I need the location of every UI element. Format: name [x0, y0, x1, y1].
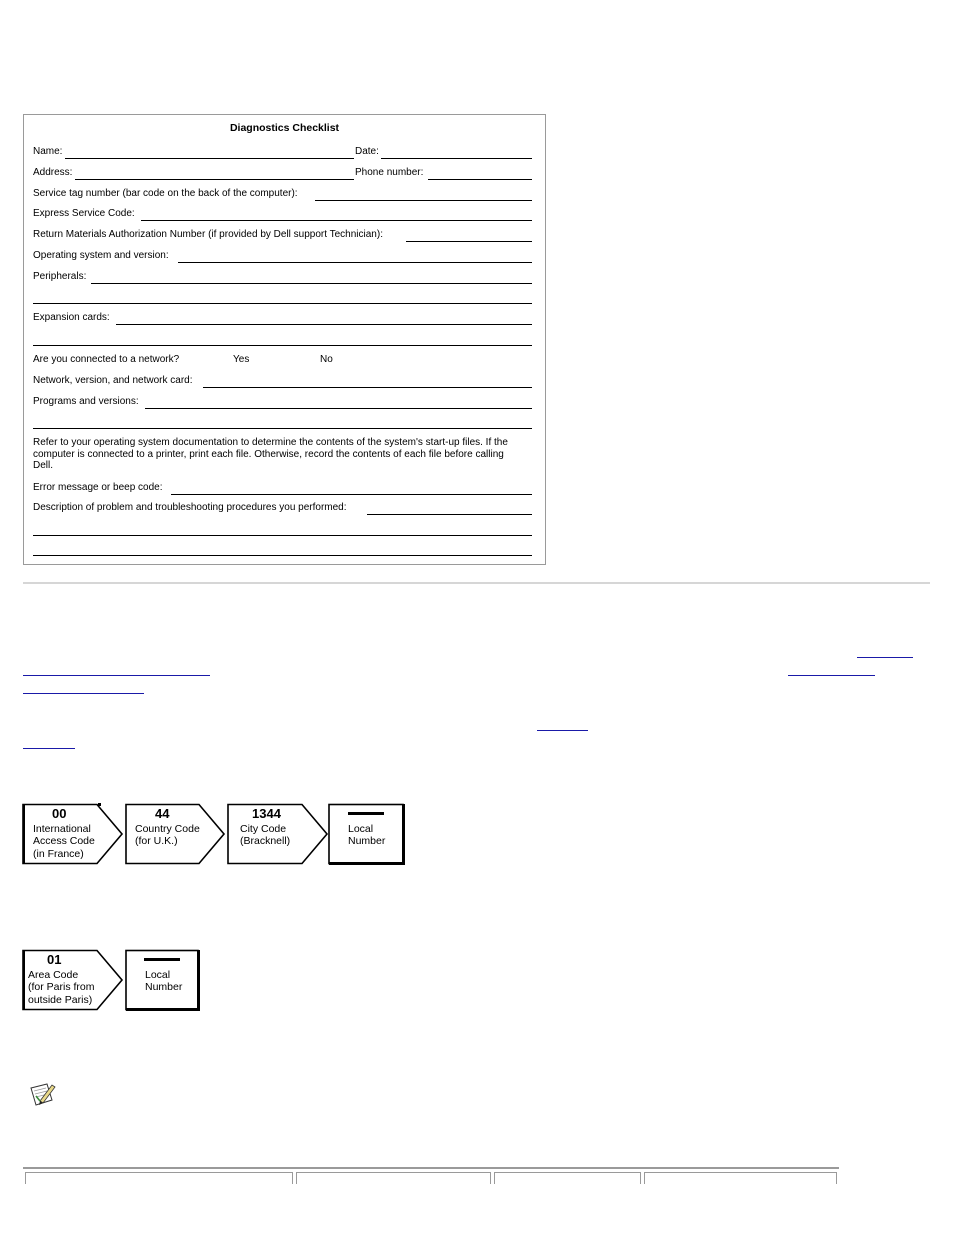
error-line[interactable]: [171, 494, 532, 495]
city-code-number: 1344: [252, 806, 281, 821]
contact-table: [23, 1167, 839, 1181]
description-line[interactable]: [367, 514, 532, 515]
express-code-label: Express Service Code:: [33, 208, 135, 219]
checklist-title: Diagnostics Checklist: [229, 122, 340, 134]
yes-option[interactable]: Yes: [233, 354, 250, 365]
shadow-edge: [23, 804, 25, 864]
error-row: [33, 481, 532, 495]
local-number-line: Number: [145, 981, 183, 993]
address-phone-row: [33, 166, 532, 180]
description-row: [33, 501, 532, 515]
description-row-3: [33, 542, 532, 556]
country-code-line: Country Code: [135, 823, 200, 835]
expansion-line-2[interactable]: [33, 345, 532, 346]
table-header-cell: [25, 1172, 293, 1184]
link-fragment-1[interactable]: [857, 657, 913, 658]
programs-row: [33, 395, 532, 409]
city-code-line: (Bracknell): [240, 835, 291, 847]
shadow-edge: [402, 804, 405, 865]
table-header-cell: [296, 1172, 491, 1184]
intl-access-code-line: (in France): [33, 848, 84, 860]
os-line[interactable]: [178, 262, 532, 263]
shadow-edge: [98, 803, 101, 806]
expansion-label: Expansion cards:: [33, 312, 110, 323]
local-number-dash: [144, 958, 180, 961]
intl-access-code-line: International: [33, 823, 91, 835]
link-fragment-5[interactable]: [537, 730, 588, 731]
link-fragment-4[interactable]: [23, 693, 144, 694]
service-tag-row: [33, 187, 532, 201]
address-label: Address:: [33, 167, 73, 178]
rma-row: [33, 228, 532, 242]
local-number-dash: [348, 812, 384, 815]
name-date-row: [33, 145, 532, 159]
expansion-line[interactable]: [116, 324, 532, 325]
shadow-edge: [329, 862, 405, 865]
service-tag-label: Service tag number (bar code on the back of the computer):: [33, 188, 298, 199]
table-header-cell: [494, 1172, 641, 1184]
description-line-2[interactable]: [33, 535, 532, 536]
network-card-line[interactable]: [203, 387, 532, 388]
section-divider: [23, 582, 930, 584]
expansion-row-2: [33, 332, 532, 346]
area-code-number: 01: [47, 952, 62, 967]
peripherals-row-2: [33, 290, 532, 304]
express-code-line[interactable]: [141, 220, 532, 221]
name-line[interactable]: [65, 158, 354, 159]
shadow-edge: [197, 950, 200, 1011]
shadow-edge: [23, 950, 25, 1010]
peripherals-label: Peripherals:: [33, 271, 87, 282]
city-code-line: City Code: [240, 823, 287, 835]
diagnostics-checklist: [23, 114, 546, 565]
name-label: Name:: [33, 146, 63, 157]
express-code-row: [33, 207, 532, 221]
local-number-line: Number: [348, 835, 386, 847]
country-code-number: 44: [155, 806, 170, 821]
area-code-line: outside Paris): [28, 994, 93, 1006]
link-fragment-6[interactable]: [23, 748, 75, 749]
no-option[interactable]: No: [320, 354, 333, 365]
startup-files-note: Refer to your operating system documentation to determine the contents of the system's start-up files. If the computer is connected to a printer, print each file. Otherwise, record the contents of each file before calling Dell.: [33, 437, 508, 471]
date-label: Date:: [355, 146, 379, 157]
network-card-row: [33, 374, 532, 388]
local-number-line: Local: [348, 823, 374, 835]
os-row: [33, 249, 532, 263]
phone-label: Phone number:: [355, 167, 424, 178]
shadow-edge: [126, 1008, 200, 1011]
phone-line[interactable]: [428, 179, 532, 180]
area-code-line: Area Code: [28, 969, 79, 981]
rma-label: Return Materials Authorization Number (if provided by Dell support Technician):: [33, 229, 383, 240]
intl-access-code-line: Access Code: [33, 835, 95, 847]
service-tag-line[interactable]: [315, 200, 532, 201]
country-code-line: (for U.K.): [135, 835, 178, 847]
link-fragment-2[interactable]: [23, 675, 210, 676]
expansion-row: [33, 311, 532, 325]
programs-line-2[interactable]: [33, 428, 532, 429]
programs-label: Programs and versions:: [33, 396, 139, 407]
description-row-2: [33, 522, 532, 536]
os-label: Operating system and version:: [33, 250, 169, 261]
rma-line[interactable]: [406, 241, 532, 242]
programs-line[interactable]: [145, 408, 532, 409]
date-line[interactable]: [381, 158, 532, 159]
link-fragment-3[interactable]: [788, 675, 875, 676]
peripherals-row: [33, 270, 532, 284]
intl-access-code-number: 00: [52, 806, 67, 821]
network-question-row: [33, 353, 532, 367]
area-code-line: (for Paris from: [28, 981, 95, 993]
network-question: Are you connected to a network?: [33, 354, 180, 365]
peripherals-line-2[interactable]: [33, 303, 532, 304]
table-header-cell: [644, 1172, 837, 1184]
description-label: Description of problem and troubleshooting procedures you performed:: [33, 502, 347, 513]
peripherals-line[interactable]: [91, 283, 532, 284]
programs-row-2: [33, 415, 532, 429]
local-number-line: Local: [145, 969, 171, 981]
address-line[interactable]: [75, 179, 354, 180]
network-card-label: Network, version, and network card:: [33, 375, 193, 386]
error-label: Error message or beep code:: [33, 482, 163, 493]
note-pencil-icon: [28, 1080, 58, 1108]
description-line-3[interactable]: [33, 555, 532, 556]
